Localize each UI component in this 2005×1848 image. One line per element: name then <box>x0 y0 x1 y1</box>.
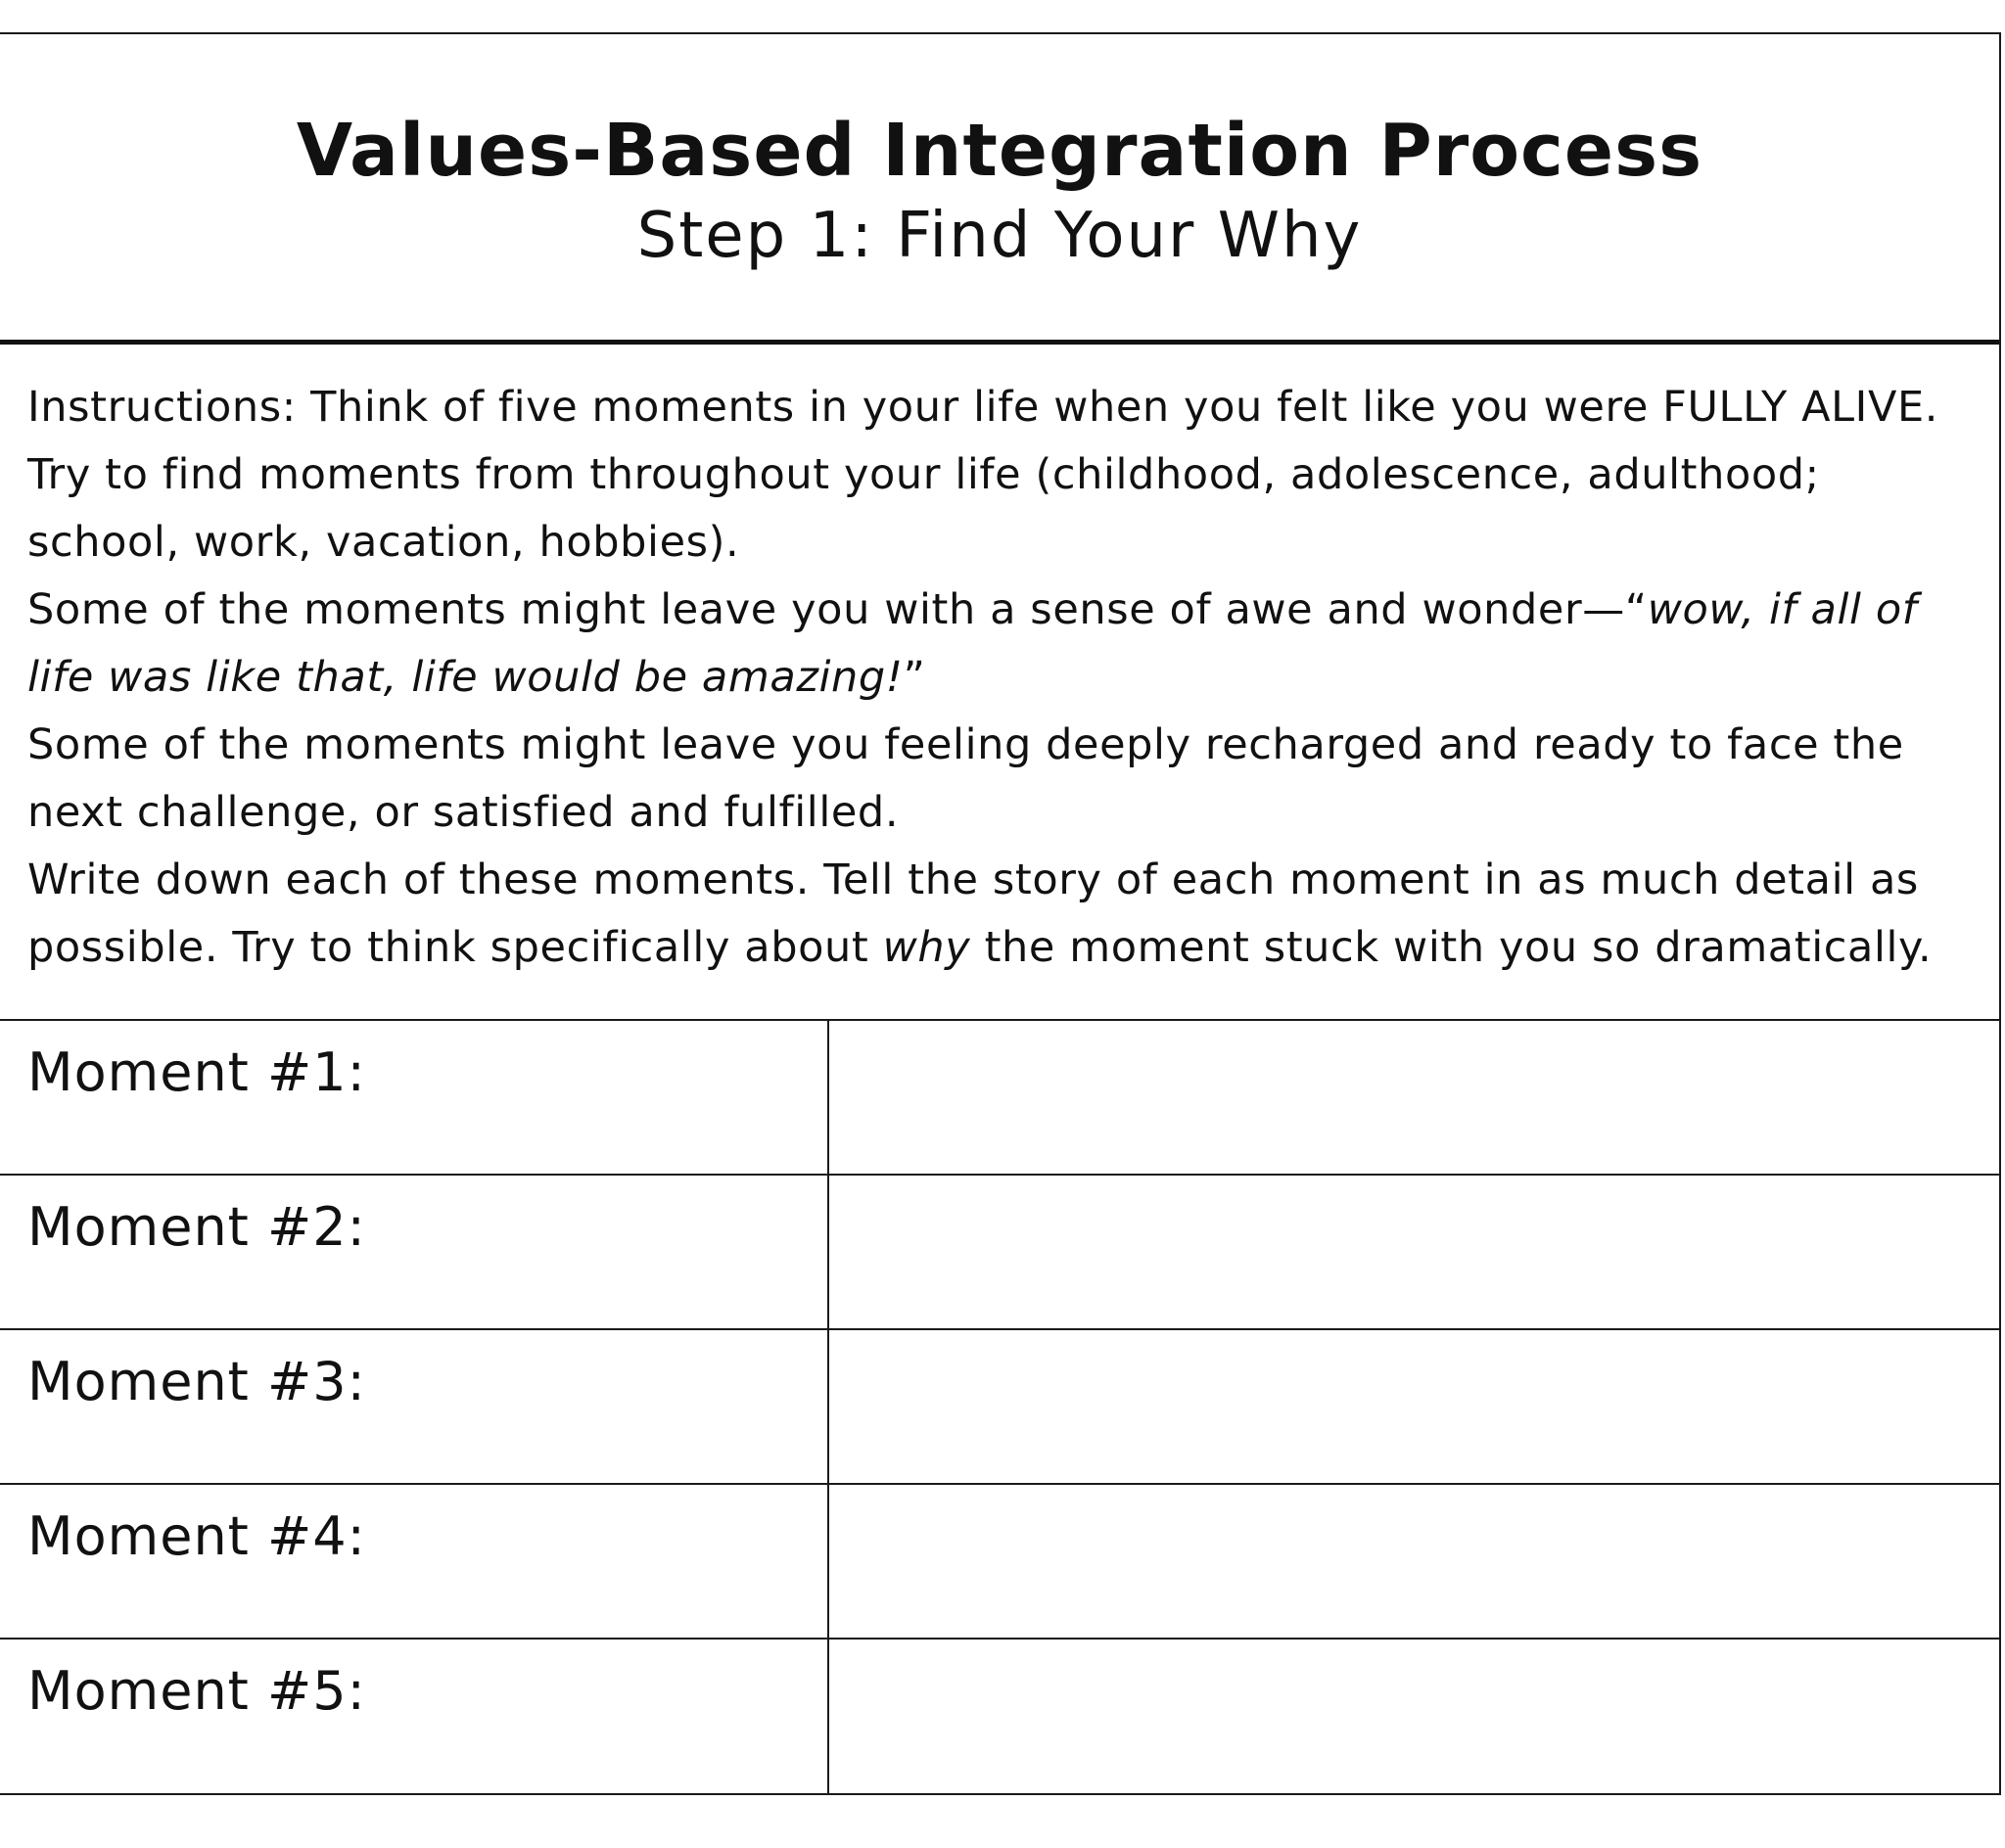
instructions-text: possible. Try to think specifically about <box>27 923 883 972</box>
instructions-line: Instructions: Think of five moments in your life when you felt like you were FULLY ALIVE. <box>27 383 1938 432</box>
instructions-text: Some of the moments might leave you with a sense of awe and wonder—“ <box>27 585 1648 634</box>
instructions-emphasis: wow, if all of <box>1647 585 1918 634</box>
instructions-line: next challenge, or satisfied and fulfilled. <box>27 788 900 837</box>
moment-answer-field[interactable] <box>827 1176 1999 1328</box>
moment-label: Moment #3: <box>27 1351 366 1412</box>
instructions-line <box>27 644 1999 712</box>
worksheet-header <box>0 34 1999 345</box>
moment-row-1 <box>0 1021 1999 1176</box>
moment-label: Moment #1: <box>27 1041 366 1103</box>
moments-table <box>0 1021 1999 1795</box>
moment-label: Moment #4: <box>27 1505 366 1567</box>
instructions-text: the moment stuck with you so dramatically. <box>970 923 1933 972</box>
instructions-line: Some of the moments might leave you feeling deeply recharged and ready to face the <box>27 720 1904 769</box>
instructions-emphasis: life was like that, life would be amazing! <box>27 653 904 702</box>
instructions-line <box>27 914 1999 982</box>
instructions-block <box>0 345 1999 1021</box>
moment-row-5 <box>0 1640 1999 1794</box>
instructions-line: Try to find moments from throughout your life (childhood, adolescence, adulthood; <box>27 450 1820 499</box>
moment-label: Moment #5: <box>27 1660 366 1722</box>
moment-answer-field[interactable] <box>827 1021 1999 1174</box>
instructions-text: ” <box>903 653 926 702</box>
moment-row-3 <box>0 1330 1999 1485</box>
moment-answer-field[interactable] <box>827 1485 1999 1638</box>
moment-row-4 <box>0 1485 1999 1640</box>
instructions-line: Write down each of these moments. Tell the story of each moment in as much detail as <box>27 855 1919 904</box>
page-subtitle: Step 1: Find Your Why <box>636 200 1363 272</box>
moment-answer-field[interactable] <box>827 1330 1999 1483</box>
moment-label: Moment #2: <box>27 1196 366 1258</box>
page-title: Values-Based Integration Process <box>296 109 1703 193</box>
instructions-line <box>27 577 1999 644</box>
moment-answer-field[interactable] <box>827 1640 1999 1794</box>
worksheet <box>0 32 2001 1795</box>
moment-row-2 <box>0 1176 1999 1330</box>
instructions-emphasis: why <box>882 923 971 972</box>
instructions-line: school, work, vacation, hobbies). <box>27 518 740 567</box>
